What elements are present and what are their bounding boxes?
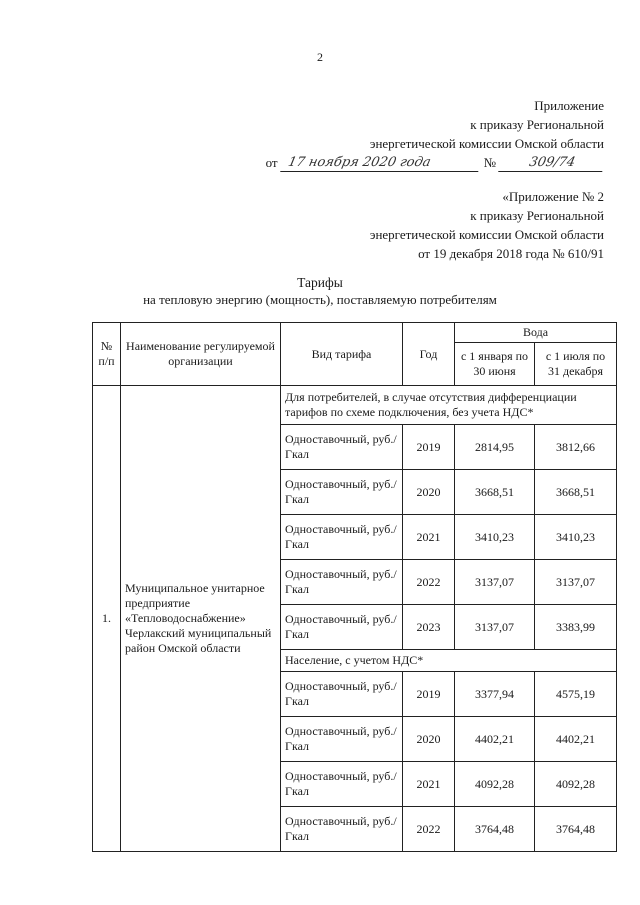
quoted-appendix	[370, 187, 604, 263]
year-cell: 2022	[403, 807, 455, 852]
year-cell: 2021	[403, 515, 455, 560]
period1-value: 3764,48	[455, 807, 535, 852]
group-row	[93, 386, 617, 425]
group-label: Население, с учетом НДС*	[281, 650, 617, 672]
period1-value: 3137,07	[455, 605, 535, 650]
year-cell: 2022	[403, 560, 455, 605]
period2-value: 3137,07	[535, 560, 617, 605]
period1-value: 4402,21	[455, 717, 535, 762]
tariff-kind-cell: Одноставочный, руб./Гкал	[281, 807, 403, 852]
period2-value: 3668,51	[535, 470, 617, 515]
appendix-header-line3: энергетической комиссии Омской области	[369, 136, 604, 151]
period1-value: 3377,94	[455, 672, 535, 717]
year-cell: 2020	[403, 470, 455, 515]
header-kind: Вид тарифа	[281, 323, 403, 386]
tariff-kind-cell: Одноставочный, руб./Гкал	[281, 717, 403, 762]
header-water: Вода	[455, 323, 617, 343]
document-subtitle: на тепловую энергию (мощность), поставляемую потребителям	[143, 292, 497, 307]
year-cell: 2019	[403, 425, 455, 470]
period2-value: 3764,48	[535, 807, 617, 852]
period2-value: 4575,19	[535, 672, 617, 717]
number-label: №	[483, 155, 496, 170]
header-year: Год	[403, 323, 455, 386]
quoted-appendix-line2: к приказу Региональной	[470, 208, 604, 223]
header-period1: с 1 января по 30 июня	[455, 343, 535, 386]
period1-value: 3137,07	[455, 560, 535, 605]
period2-value: 3410,23	[535, 515, 617, 560]
page-number: 2	[317, 50, 323, 64]
document-title: Тарифы	[297, 275, 343, 290]
tariff-kind-cell: Одноставочный, руб./Гкал	[281, 515, 403, 560]
year-cell: 2023	[403, 605, 455, 650]
group-label: Для потребителей, в случае отсутствия дифференциации тарифов по схеме подключения, без учета НДС*	[281, 386, 617, 425]
from-label: от	[265, 155, 278, 170]
appendix-header	[266, 96, 604, 172]
tariffs-table	[92, 322, 617, 852]
year-cell: 2019	[403, 672, 455, 717]
tariff-kind-cell: Одноставочный, руб./Гкал	[281, 470, 403, 515]
tariff-kind-cell: Одноставочный, руб./Гкал	[281, 560, 403, 605]
header-num: № п/п	[93, 323, 121, 386]
appendix-header-line1: Приложение	[534, 98, 604, 113]
year-cell: 2021	[403, 762, 455, 807]
period2-value: 4092,28	[535, 762, 617, 807]
appendix-header-line2: к приказу Региональной	[470, 117, 604, 132]
period1-value: 4092,28	[455, 762, 535, 807]
row-index: 1.	[93, 386, 121, 852]
handwritten-date: 17 ноября 2020 года	[280, 155, 482, 172]
quoted-appendix-line4: от 19 декабря 2018 года № 610/91	[418, 246, 604, 261]
table-header-row	[93, 323, 617, 343]
header-org: Наименование регулируемой организации	[121, 323, 281, 386]
quoted-appendix-line3: энергетической комиссии Омской области	[369, 227, 604, 242]
order-date-line	[266, 153, 604, 172]
tariff-kind-cell: Одноставочный, руб./Гкал	[281, 605, 403, 650]
period1-value: 3668,51	[455, 470, 535, 515]
period2-value: 3383,99	[535, 605, 617, 650]
handwritten-number: 309/74	[498, 155, 606, 172]
year-cell: 2020	[403, 717, 455, 762]
header-period2: с 1 июля по 31 декабря	[535, 343, 617, 386]
period2-value: 4402,21	[535, 717, 617, 762]
period2-value: 3812,66	[535, 425, 617, 470]
tariff-kind-cell: Одноставочный, руб./Гкал	[281, 425, 403, 470]
tariff-kind-cell: Одноставочный, руб./Гкал	[281, 672, 403, 717]
tariff-kind-cell: Одноставочный, руб./Гкал	[281, 762, 403, 807]
organization-name: Муниципальное унитарное предприятие «Тепловодоснабжение» Черлакский муниципальный район Омской области	[121, 386, 281, 852]
period1-value: 2814,95	[455, 425, 535, 470]
period1-value: 3410,23	[455, 515, 535, 560]
quoted-appendix-line1: «Приложение № 2	[502, 189, 604, 204]
